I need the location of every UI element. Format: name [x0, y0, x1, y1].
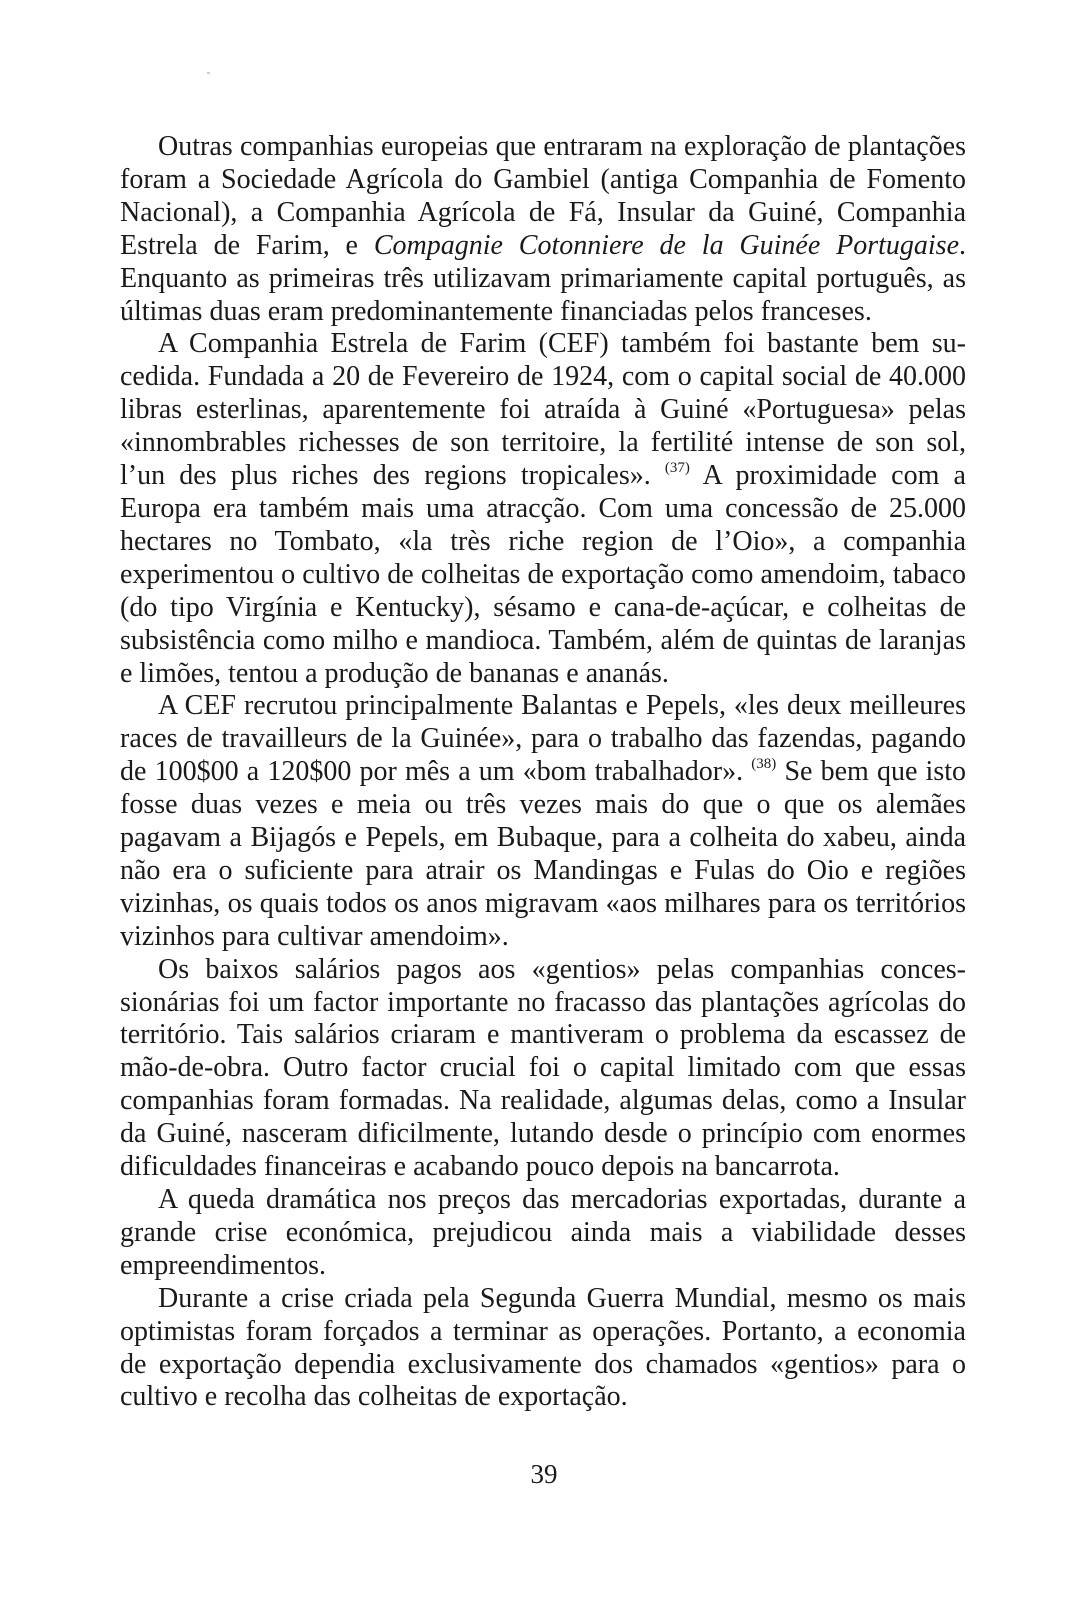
footnote-ref: (37): [664, 460, 690, 477]
paragraph: [120, 131, 966, 328]
paragraph: [120, 328, 966, 690]
text-run: A Companhia Estrela de Farim (CEF) também foi bastante bem sucedida. Fundada a 20 de Fevereiro de 1924, com o capital social de 40.000 libras esterlinas, aparentemente foi atraída à Guiné «Portuguesa» pelas «innombrables richesses de son territoire, la fertilité intense de son sol, l’un des plus riches des regions tropicales».: [120, 328, 966, 492]
italic-title: Compagnie Cotonniere de la Guinée Portugaise: [373, 229, 959, 261]
page-number: 39: [530, 1459, 558, 1489]
text-run: Outras companhias europeias que entraram na exploração de plantações foram a Sociedade Agrícola do Gambiel (antiga Companhia de Fomento Nacional), a Companhia Agrícola de Fá, Insular da Guiné, Companhia Estrela de Farim, e: [120, 131, 966, 261]
paragraph: [120, 690, 966, 953]
text-run: Os baixos salários pagos aos «gentios» pelas companhias concessionárias foi um factor importante no fracasso das plantações agrícolas do território. Tais salários criaram e mantiveram o problema da escassez de mão-de-obra. Outro factor crucial foi o capital limitado com que essas companhias foram formadas. Na realidade, algumas delas, como a Insular da Guiné, nasceram dificilmente, lutando desde o princípio com enormes dificuldades financeiras e acabando pouco depois na bancarrota.: [120, 953, 966, 1183]
paragraph: [120, 1184, 966, 1283]
text-run: Durante a crise criada pela Segunda Guerra Mundial, mesmo os mais optimistas foram forçados a terminar as operações. Portanto, a economia de exportação dependia exclusivamente dos chamados «gentios» para o cultivo e recolha das colheitas de exportação.: [120, 1282, 966, 1413]
footnote-ref: (38): [751, 756, 777, 773]
text-run: A proximidade com a Europa era também mais uma atracção. Com uma concessão de 25.000 hectares no Tombato, «la très riche region de l’Oio», a companhia experimentou o cultivo de colheitas de exportação como amendoim, tabaco (do tipo Virgínia e Kentucky), sésamo e cana-de-açúcar, e colheitas de subsistência como milho e mandioca. Também, além de quintas de laranjas e limões, tentou a produção de bananas e ananás.: [120, 460, 966, 689]
body-text: [120, 131, 966, 1414]
text-run: A queda dramática nos preços das mercadorias exportadas, durante a grande crise económica, prejudicou ainda mais a viabilidade desses empreendimentos.: [120, 1184, 966, 1281]
text-run: A CEF recrutou principalmente Balantas e Pepels, «les deux meilleures races de travailleurs de la Guinée», para o trabalho das fazendas, pagando de 100$00 a 120$00 por mês a um «bom trabalhador».: [120, 690, 966, 788]
paragraph: [120, 1283, 966, 1415]
paragraph: [120, 954, 966, 1184]
scan-speck: [207, 72, 210, 74]
text-run: . Enquanto as primeiras três utilizavam primariamente capital português, as últimas duas eram predominantemente financiadas pelos franceses.: [120, 229, 966, 327]
text-run: Se bem que isto fosse duas vezes e meia ou três vezes mais do que o que os alemães pagavam a Bijagós e Pepels, em Bubaque, para a colheita do xabeu, ainda não era o suficiente para atrair os Mandingas e Fulas do Oio e regiões vizinhas, os quais todos os anos migravam «aos milhares para os territórios vizinhos para cultivar amendoim».: [120, 756, 966, 952]
